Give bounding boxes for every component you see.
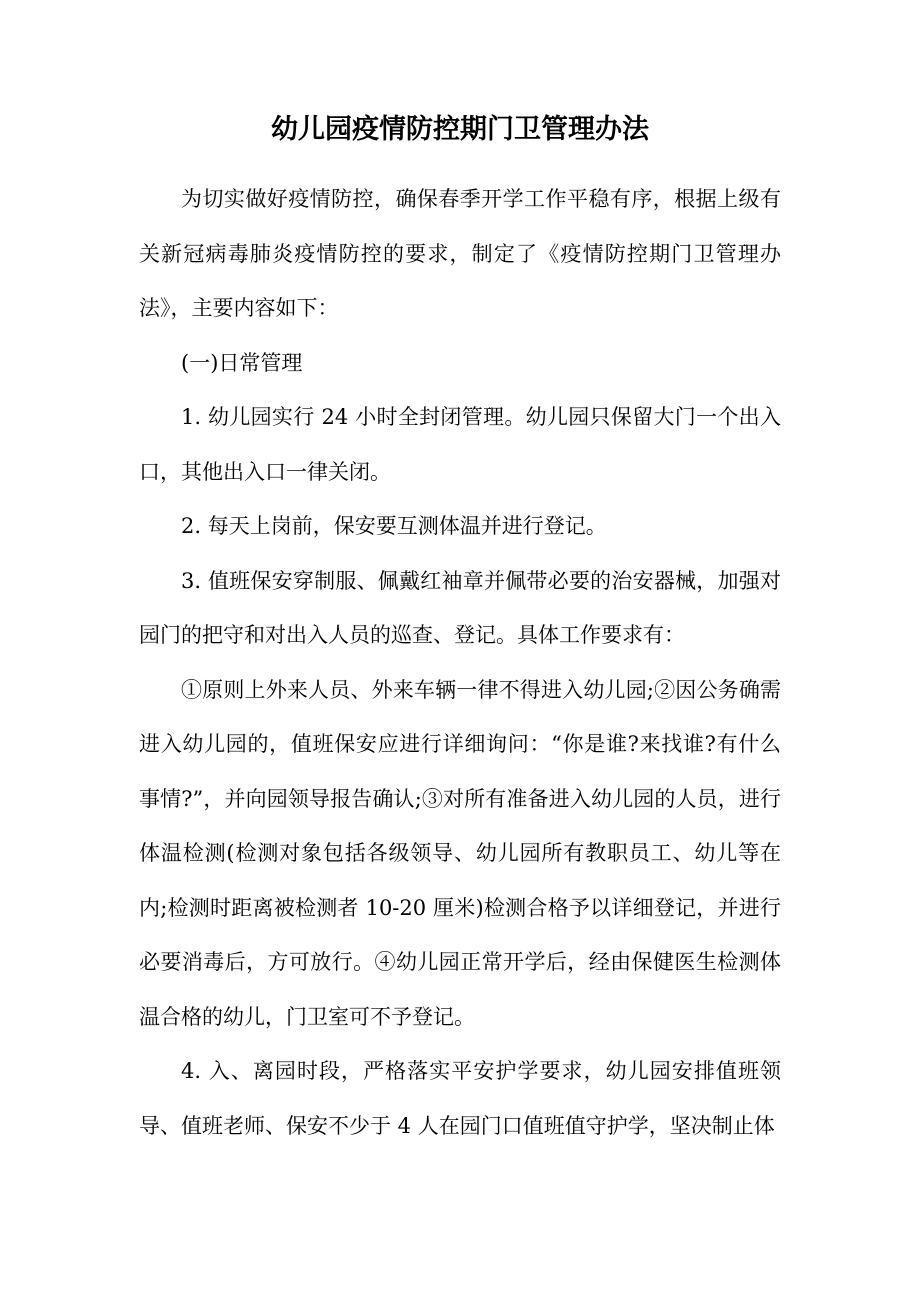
paragraph-item-3: 3. 值班保安穿制服、佩戴红袖章并佩带必要的治安器械，加强对园门的把守和对出入人员的巡查、登记。具体工作要求有： [139,568,781,647]
document-title: 幼儿园疫情防控期门卫管理办法 [271,114,649,145]
paragraph-intro: 为切实做好疫情防控，确保春季开学工作平稳有序，根据上级有关新冠病毒肺炎疫情防控的要求，制定了《疫情防控期门卫管理办法》，主要内容如下： [139,187,781,320]
paragraph-item-2: 2. 每天上岗前，保安要互测体温并进行登记。 [181,514,607,538]
section-heading-daily-management: (一)日常管理 [181,350,303,375]
paragraph-item-3-requirements: ①原则上外来人员、外来车辆一律不得进入幼儿园;②因公务确需进入幼儿园的，值班保安应进行详细询问：“你是谁?来找谁?有什么事情?”，并向园领导报告确认;③对所有准备进入幼儿园的人员，进行体温检测(检测对象包括各级领导、幼儿园所有教职员工、幼儿等在内;检测时距离被检测者 10-20 厘米)检测合格予以详细登记，并进行必要消毒后，方可放行。④幼儿园正常开学后，经由保健医生检测体温合格的幼儿，门卫室可不予登记。 [139,677,781,1029]
document-body [139,172,781,1153]
paragraph-item-4: 4. 入、离园时段，严格落实平安护学要求，幼儿园安排值班领导、值班老师、保安不少于 4 人在园门口值班值守护学，坚决制止体 [139,1059,781,1138]
paragraph-item-1: 1. 幼儿园实行 24 小时全封闭管理。幼儿园只保留大门一个出入口，其他出入口一律关闭。 [139,405,781,484]
